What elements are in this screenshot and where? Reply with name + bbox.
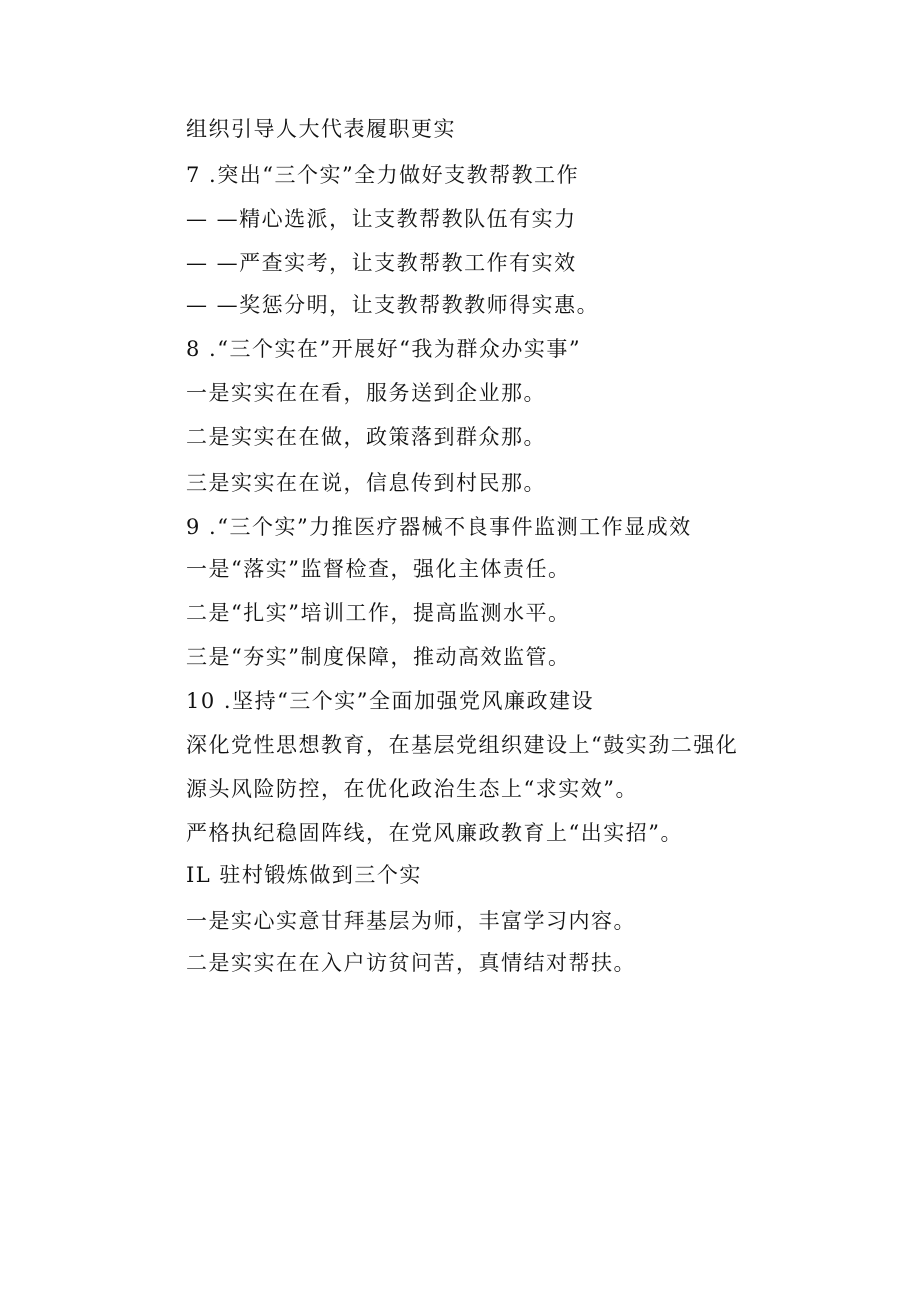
text-line: — —严查实考，让支教帮教工作有实效 xyxy=(186,251,577,275)
text-line: 深化党性思想教育，在基层党组织建设上“鼓实劲二强化 xyxy=(186,733,739,757)
text-line: 二是实实在在做，政策落到群众那。 xyxy=(186,425,546,449)
section-heading-7: 7 .突出“三个实”全力做好支教帮教工作 xyxy=(186,163,580,187)
text-line: — —奖惩分明，让支教帮教教师得实惠。 xyxy=(186,293,600,317)
section-heading-10: 10 .坚持“三个实”全面加强党风廉政建设 xyxy=(186,689,595,713)
text-line: 三是“夯实”制度保障，推动高效监管。 xyxy=(186,645,571,669)
text-line: 组织引导人大代表履职更实 xyxy=(186,117,456,141)
text-line: 源头风险防控，在优化政治生态上“求实效”。 xyxy=(186,777,638,801)
text-line: 二是“扎实”培训工作，提高监测水平。 xyxy=(186,601,571,625)
text-line: 二是实实在在入户访贫问苦，真情结对帮扶。 xyxy=(186,951,636,975)
text-line: 三是实实在在说，信息传到村民那。 xyxy=(186,471,546,495)
text-line: 一是实实在在看，服务送到企业那。 xyxy=(186,381,546,405)
text-line: — —精心选派，让支教帮教队伍有实力 xyxy=(186,207,577,231)
text-line: 严格执纪稳固阵线，在党风廉政教育上“出实招”。 xyxy=(186,821,683,845)
section-heading-8: 8 .“三个实在”开展好“我为群众办实事” xyxy=(186,337,582,361)
text-line: 一是“落实”监督检查，强化主体责任。 xyxy=(186,557,571,581)
section-heading-9: 9 .“三个实”力推医疗器械不良事件监测工作显成效 xyxy=(186,515,692,539)
section-heading-11: IL 驻村锻炼做到三个实 xyxy=(186,863,422,887)
text-line: 一是实心实意甘拜基层为师，丰富学习内容。 xyxy=(186,909,636,933)
